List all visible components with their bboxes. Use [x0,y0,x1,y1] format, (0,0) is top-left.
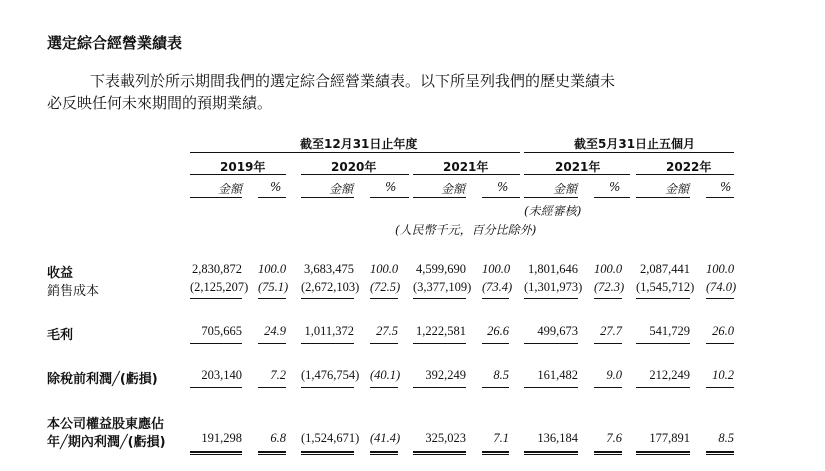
row-underline [636,343,690,344]
percent-cell: 26.6 [487,324,509,338]
row-underline [636,387,690,388]
percent-cell: 8.5 [718,431,734,445]
amount-cell: 136,184 [537,431,578,445]
page-title: 選定綜合經營業績表 [47,34,183,52]
amount-cell: (1,476,754) [301,368,360,382]
rule-sub [301,197,354,198]
amount-cell: 3,683,475 [304,262,354,276]
header-2022-five-months: 2022年 [666,160,712,174]
percent-cell: 24.9 [264,324,286,338]
amount-cell: (1,545,712) [636,280,695,294]
rule-sub [706,197,734,198]
header-2021: 2021年 [443,160,489,174]
double-underline [594,451,622,455]
row-underline [258,387,286,388]
amount-cell: 2,830,872 [192,262,242,276]
rule-2022-fm [636,174,734,175]
row-underline [413,387,466,388]
amount-cell: 1,801,646 [528,262,578,276]
row-underline [524,343,578,344]
percent-cell: 7.1 [493,431,509,445]
percent-cell: 26.0 [712,324,734,338]
row-underline [706,387,734,388]
rule-sub [370,197,409,198]
row-label: 收益 [47,266,74,281]
row-underline [706,343,734,344]
header-percent: % [497,180,509,194]
rule-sub [594,197,630,198]
double-underline [706,451,734,455]
row-label: 銷售成本 [47,284,100,299]
row-label: 年╱期內利潤╱(虧損) [47,435,166,450]
rule-sub [258,197,286,198]
amount-cell: 325,023 [425,431,466,445]
rule-sub [636,197,690,198]
row-underline [370,387,398,388]
rule-five-months-group [524,152,734,153]
double-underline [258,451,286,455]
percent-cell: 100.0 [258,262,287,276]
row-underline [190,298,242,299]
amount-cell: 2,087,441 [640,262,690,276]
percent-cell: 100.0 [706,262,735,276]
unaudited-note: (未經審核) [524,204,582,218]
percent-cell: 100.0 [370,262,399,276]
double-underline [301,451,354,455]
amount-cell: 4,599,690 [416,262,466,276]
double-underline [636,451,690,455]
amount-cell: 1,011,372 [304,324,354,338]
amount-cell: 161,482 [537,368,578,382]
intro-line-2: 必反映任何未來期間的預期業績。 [47,94,273,112]
double-underline [370,451,398,455]
percent-cell: 8.5 [493,368,509,382]
percent-cell: (40.1) [370,368,401,382]
rule-2019 [190,174,286,175]
amount-cell: 392,249 [425,368,466,382]
row-label: 本公司權益股東應佔 [47,417,165,432]
row-underline [482,298,509,299]
percent-cell: 9.0 [606,368,622,382]
row-label: 毛利 [47,328,74,343]
percent-cell: 100.0 [594,262,623,276]
rule-sub [482,197,520,198]
header-percent: % [609,180,621,194]
double-underline [190,451,242,455]
amount-cell: 705,665 [201,324,242,338]
row-underline [190,343,242,344]
rule-sub [190,197,242,198]
percent-cell: 27.7 [600,324,622,338]
header-amount: 金額 [441,182,466,196]
row-underline [594,298,622,299]
amount-cell: 203,140 [201,368,242,382]
header-amount: 金額 [553,182,578,196]
rule-2021-fm [524,174,630,175]
header-five-months-group: 截至5月31日止五個月 [574,137,696,151]
row-underline [370,343,398,344]
row-label: 除稅前利潤╱(虧損) [47,372,158,387]
header-percent: % [270,180,282,194]
row-underline [258,298,286,299]
row-underline [301,387,354,388]
amount-cell: (1,301,973) [524,280,583,294]
percent-cell: (74.0) [706,280,737,294]
amount-cell: (2,125,207) [190,280,249,294]
row-underline [258,343,286,344]
double-underline [524,451,578,455]
header-amount: 金額 [665,182,690,196]
row-underline [413,298,466,299]
row-underline [524,298,578,299]
row-underline [706,298,734,299]
row-underline [482,343,509,344]
rule-2020 [301,174,409,175]
row-underline [594,387,622,388]
percent-cell: 100.0 [482,262,511,276]
percent-cell: 27.5 [376,324,398,338]
amount-cell: 191,298 [201,431,242,445]
header-2021-five-months: 2021年 [555,160,601,174]
amount-cell: 541,729 [649,324,690,338]
header-percent: % [720,180,732,194]
percent-cell: (75.1) [258,280,289,294]
double-underline [482,451,509,455]
amount-cell: (3,377,109) [413,280,472,294]
amount-cell: 177,891 [649,431,690,445]
percent-cell: 10.2 [712,368,734,382]
header-2019: 2019年 [220,160,266,174]
rule-2021 [413,174,520,175]
row-underline [524,387,578,388]
rule-sub [524,197,578,198]
row-underline [594,343,622,344]
row-underline [301,298,354,299]
percent-cell: 7.6 [606,431,622,445]
row-underline [413,343,466,344]
unit-note: (人民幣千元，百分比除外) [395,223,537,237]
percent-cell: 7.2 [270,368,286,382]
header-amount: 金額 [329,182,354,196]
percent-cell: (41.4) [370,431,401,445]
row-underline [190,387,242,388]
row-underline [636,298,690,299]
percent-cell: (72.5) [370,280,401,294]
intro-line-1: 下表載列於所示期間我們的選定綜合經營業績表。以下所呈列我們的歷史業績未 [90,72,616,90]
rule-year-group [190,152,520,153]
header-2020: 2020年 [331,160,377,174]
percent-cell: (72.3) [594,280,625,294]
rule-sub [413,197,466,198]
row-underline [370,298,398,299]
row-underline [482,387,509,388]
amount-cell: 1,222,581 [416,324,466,338]
amount-cell: 499,673 [537,324,578,338]
double-underline [413,451,466,455]
header-year-group: 截至12月31日止年度 [300,137,418,151]
amount-cell: (1,524,671) [301,431,360,445]
header-amount: 金額 [218,182,243,196]
amount-cell: 212,249 [649,368,690,382]
amount-cell: (2,672,103) [301,280,360,294]
header-percent: % [385,180,397,194]
percent-cell: (73.4) [482,280,513,294]
row-underline [301,343,354,344]
percent-cell: 6.8 [270,431,286,445]
